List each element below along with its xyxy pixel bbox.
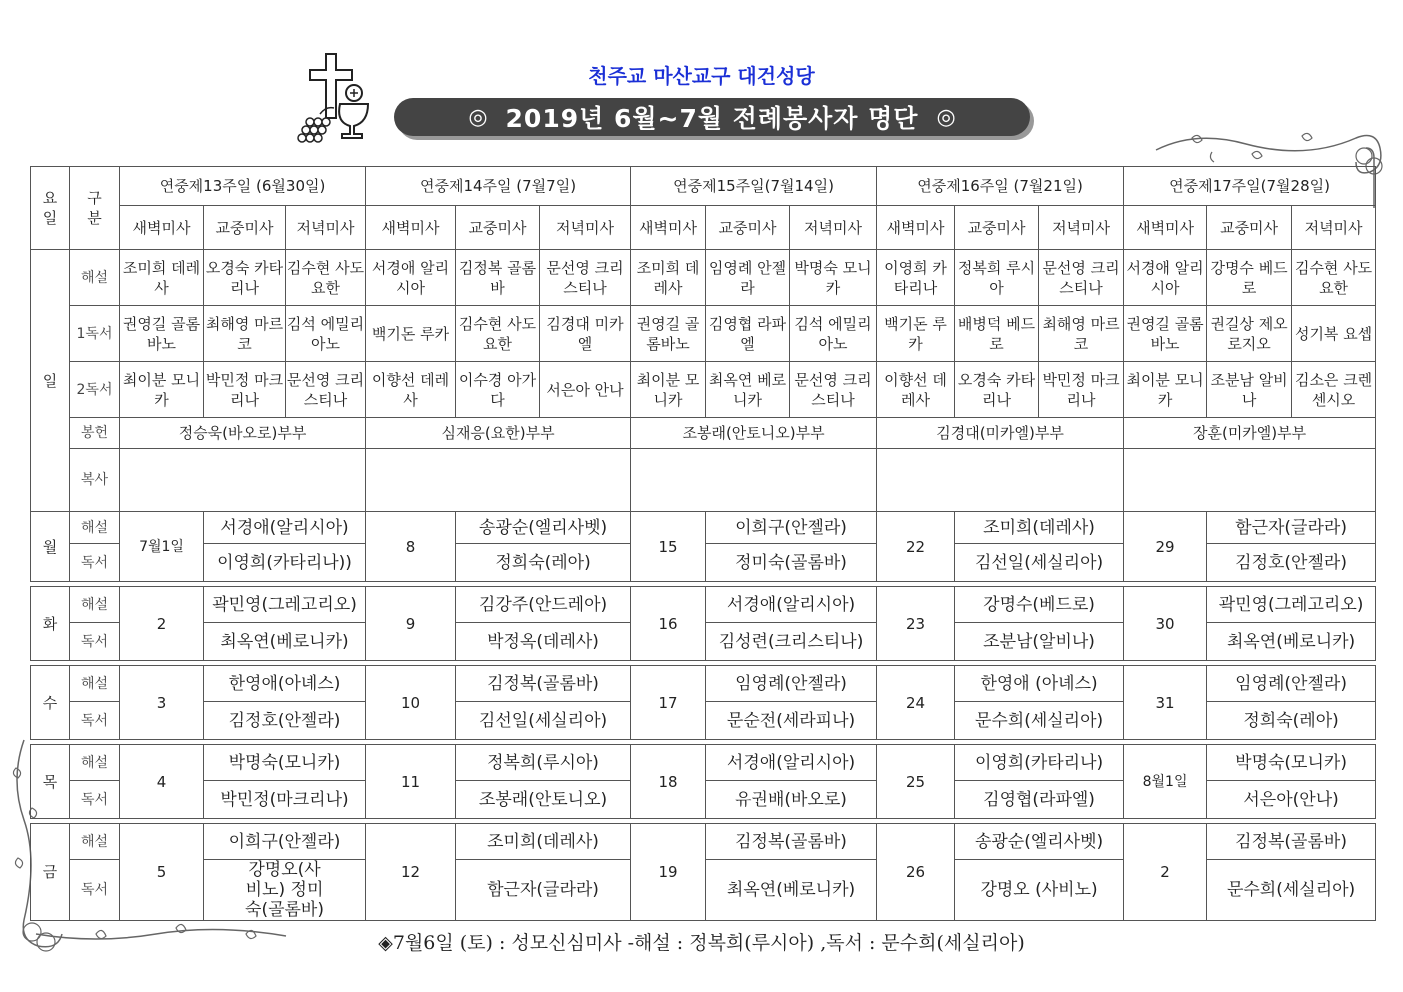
date-cell: 10	[366, 666, 456, 740]
role-label: 2독서	[70, 362, 120, 418]
sunday-cell: 김수현 사도요한	[1292, 250, 1376, 306]
date-cell: 15	[631, 512, 706, 582]
date-cell: 19	[631, 824, 706, 921]
sunday-cell: 이수경 아가다	[456, 362, 540, 418]
day-label: 금	[31, 824, 70, 921]
sunday-cell: 박민정 마크리나	[204, 362, 286, 418]
narration-cell: 이영희(카타리나)	[955, 745, 1124, 781]
week-header: 연중제16주일 (7월21일)	[877, 167, 1124, 206]
role-label: 봉헌	[70, 418, 120, 449]
sunday-cell: 조분남 알비나	[1207, 362, 1292, 418]
reading-cell: 김영협(라파엘)	[955, 781, 1124, 819]
sunday-cell: 김수현 사도요한	[456, 306, 540, 362]
date-cell: 16	[631, 587, 706, 661]
altar-server-cell	[631, 449, 877, 512]
week-header: 연중제14주일 (7월7일)	[366, 167, 631, 206]
sunday-cell: 최이분 모니카	[120, 362, 204, 418]
narration-cell: 한영애(아녜스)	[204, 666, 366, 702]
narration-cell: 서경애(알리시아)	[204, 512, 366, 544]
week-header: 연중제17주일(7월28일)	[1124, 167, 1376, 206]
mass-header: 새벽미사	[366, 206, 456, 250]
reading-cell: 김선일(세실리아)	[456, 702, 631, 740]
mass-header: 저녁미사	[1039, 206, 1124, 250]
day-label: 월	[31, 512, 70, 582]
narration-cell: 송광순(엘리사벳)	[456, 512, 631, 544]
role-label: 독서	[70, 623, 120, 661]
date-cell: 24	[877, 666, 955, 740]
date-cell: 11	[366, 745, 456, 819]
role-label: 독서	[70, 860, 120, 921]
narration-cell: 김정복(골롬바)	[1207, 824, 1376, 860]
narration-cell: 정복희(루시아)	[456, 745, 631, 781]
date-cell: 2	[1124, 824, 1207, 921]
sunday-cell: 강명수 베드로	[1207, 250, 1292, 306]
day-label-sunday: 일	[31, 250, 70, 512]
sunday-cell: 서경애 알리시아	[1124, 250, 1207, 306]
reading-cell: 박정옥(데레사)	[456, 623, 631, 661]
role-label: 독서	[70, 544, 120, 582]
title-banner	[394, 98, 1030, 136]
sunday-cell: 김석 에밀리아노	[790, 306, 877, 362]
sunday-cell: 이향선 데레사	[877, 362, 955, 418]
sunday-cell: 최이분 모니카	[1124, 362, 1207, 418]
role-label: 해설	[70, 250, 120, 306]
narration-cell: 곽민영(그레고리오)	[204, 587, 366, 623]
offering-cell: 정승욱(바오로)부부	[120, 418, 366, 449]
reading-cell: 정미숙(골롬바)	[706, 544, 877, 582]
reading-cell: 정희숙(레아)	[456, 544, 631, 582]
offering-cell: 장훈(미카엘)부부	[1124, 418, 1376, 449]
footnote: ◈7월6일 (토) : 성모신심미사 -해설 : 정복희(루시아) ,독서 : 문수희(세실리아)	[378, 932, 1025, 954]
mass-header: 저녁미사	[1292, 206, 1376, 250]
sunday-cell: 김석 에밀리아노	[286, 306, 366, 362]
day-label: 화	[31, 587, 70, 661]
sunday-cell: 박명숙 모니카	[790, 250, 877, 306]
sunday-cell: 정복희 루시아	[955, 250, 1039, 306]
sunday-cell: 조미희 데레사	[120, 250, 204, 306]
date-cell: 12	[366, 824, 456, 921]
narration-cell: 곽민영(그레고리오)	[1207, 587, 1376, 623]
sunday-cell: 이영희 카타리나	[877, 250, 955, 306]
reading-cell: 정희숙(레아)	[1207, 702, 1376, 740]
date-cell: 17	[631, 666, 706, 740]
reading-cell: 조분남(알비나)	[955, 623, 1124, 661]
sunday-cell: 김정복 골롬바	[456, 250, 540, 306]
reading-cell: 문수희(세실리아)	[955, 702, 1124, 740]
offering-cell: 조봉래(안토니오)부부	[631, 418, 877, 449]
sunday-cell: 배병덕 베드로	[955, 306, 1039, 362]
sunday-cell: 이향선 데레사	[366, 362, 456, 418]
mass-header: 새벽미사	[1124, 206, 1207, 250]
date-cell: 3	[120, 666, 204, 740]
reading-cell: 최옥연(베로니카)	[204, 623, 366, 661]
mass-header: 교중미사	[955, 206, 1039, 250]
sunday-cell: 문선영 크리스티나	[790, 362, 877, 418]
role-label: 독서	[70, 781, 120, 819]
sunday-cell: 김영협 라파엘	[706, 306, 790, 362]
narration-cell: 서경애(알리시아)	[706, 587, 877, 623]
sunday-cell: 서경애 알리시아	[366, 250, 456, 306]
sunday-cell: 권영길 골롬바노	[631, 306, 706, 362]
offering-cell: 김경대(미카엘)부부	[877, 418, 1124, 449]
sunday-cell: 오경숙 카타리나	[204, 250, 286, 306]
week-header: 연중제15주일(7월14일)	[631, 167, 877, 206]
role-label: 해설	[70, 587, 120, 623]
mass-header: 저녁미사	[790, 206, 877, 250]
reading-cell: 서은아(안나)	[1207, 781, 1376, 819]
role-label: 해설	[70, 745, 120, 781]
date-cell: 31	[1124, 666, 1207, 740]
reading-cell: 문수희(세실리아)	[1207, 860, 1376, 921]
day-col-header: 요일	[31, 167, 70, 250]
narration-cell: 김정복(골롬바)	[456, 666, 631, 702]
mass-header: 새벽미사	[120, 206, 204, 250]
parish-name: 천주교 마산교구 대건성당	[588, 64, 815, 88]
sunday-cell: 김수현 사도요한	[286, 250, 366, 306]
sunday-cell: 성기복 요셉	[1292, 306, 1376, 362]
narration-cell: 함근자(글라라)	[1207, 512, 1376, 544]
reading-cell: 이영희(카타리나))	[204, 544, 366, 582]
altar-server-cell	[1124, 449, 1376, 512]
sunday-cell: 조미희 데레사	[631, 250, 706, 306]
reading-cell: 조봉래(안토니오)	[456, 781, 631, 819]
sunday-cell: 문선영 크리스티나	[286, 362, 366, 418]
sunday-cell: 권영길 골롬바노	[1124, 306, 1207, 362]
mass-header: 교중미사	[1207, 206, 1292, 250]
role-label: 해설	[70, 666, 120, 702]
role-label: 1독서	[70, 306, 120, 362]
sunday-cell: 김경대 미카엘	[540, 306, 631, 362]
sunday-cell: 백기돈 루카	[366, 306, 456, 362]
date-cell: 5	[120, 824, 204, 921]
mass-header: 교중미사	[456, 206, 540, 250]
date-cell: 29	[1124, 512, 1207, 582]
date-cell: 30	[1124, 587, 1207, 661]
altar-server-cell	[877, 449, 1124, 512]
narration-cell: 송광순(엘리사벳)	[955, 824, 1124, 860]
altar-server-cell	[366, 449, 631, 512]
reading-cell: 강명오(사비노) 정미숙(골롬바)	[204, 860, 366, 921]
type-col-header: 구분	[70, 167, 120, 250]
week-header: 연중제13주일 (6월30일)	[120, 167, 366, 206]
date-cell: 26	[877, 824, 955, 921]
role-label: 복사	[70, 449, 120, 512]
reading-cell: 문순전(세라피나)	[706, 702, 877, 740]
mass-header: 저녁미사	[286, 206, 366, 250]
sun-ornament-icon: ◎	[468, 104, 488, 130]
sunday-cell: 최해영 마르코	[204, 306, 286, 362]
reading-cell: 김정호(안젤라)	[204, 702, 366, 740]
narration-cell: 강명수(베드로)	[955, 587, 1124, 623]
reading-cell: 최옥연(베로니카)	[1207, 623, 1376, 661]
day-label: 수	[31, 666, 70, 740]
date-cell: 9	[366, 587, 456, 661]
mass-header: 저녁미사	[540, 206, 631, 250]
sunday-cell: 박민정 마크리나	[1039, 362, 1124, 418]
narration-cell: 박명숙(모니카)	[1207, 745, 1376, 781]
narration-cell: 조미희(데레사)	[456, 824, 631, 860]
mass-header: 새벽미사	[877, 206, 955, 250]
narration-cell: 김정복(골롬바)	[706, 824, 877, 860]
reading-cell: 박민정(마크리나)	[204, 781, 366, 819]
sunday-cell: 김소은 크렌센시오	[1292, 362, 1376, 418]
narration-cell: 임영례(안젤라)	[706, 666, 877, 702]
sunday-cell: 권영길 골롬바노	[120, 306, 204, 362]
sunday-cell: 오경숙 카타리나	[955, 362, 1039, 418]
day-label: 목	[31, 745, 70, 819]
roster-table	[30, 166, 1376, 921]
altar-server-cell	[120, 449, 366, 512]
reading-cell: 김성련(크리스티나)	[706, 623, 877, 661]
narration-cell: 서경애(알리시아)	[706, 745, 877, 781]
date-cell: 8월1일	[1124, 745, 1207, 819]
reading-cell: 김정호(안젤라)	[1207, 544, 1376, 582]
sunday-cell: 문선영 크리스티나	[540, 250, 631, 306]
reading-cell: 김선일(세실리아)	[955, 544, 1124, 582]
narration-cell: 임영례(안젤라)	[1207, 666, 1376, 702]
sunday-cell: 백기돈 루카	[877, 306, 955, 362]
mass-header: 새벽미사	[631, 206, 706, 250]
sun-ornament-icon: ◎	[936, 104, 956, 130]
reading-cell: 최옥연(베로니카)	[706, 860, 877, 921]
sunday-cell: 최해영 마르코	[1039, 306, 1124, 362]
narration-cell: 이희구(안젤라)	[204, 824, 366, 860]
date-cell: 7월1일	[120, 512, 204, 582]
date-cell: 22	[877, 512, 955, 582]
narration-cell: 이희구(안젤라)	[706, 512, 877, 544]
date-cell: 18	[631, 745, 706, 819]
date-cell: 2	[120, 587, 204, 661]
sunday-cell: 최이분 모니카	[631, 362, 706, 418]
offering-cell: 심재응(요한)부부	[366, 418, 631, 449]
role-label: 독서	[70, 702, 120, 740]
narration-cell: 김강주(안드레아)	[456, 587, 631, 623]
role-label: 해설	[70, 512, 120, 544]
sunday-cell: 서은아 안나	[540, 362, 631, 418]
narration-cell: 한영애 (아녜스)	[955, 666, 1124, 702]
sunday-cell: 권길상 제오로지오	[1207, 306, 1292, 362]
narration-cell: 박명숙(모니카)	[204, 745, 366, 781]
reading-cell: 강명오 (사비노)	[955, 860, 1124, 921]
date-cell: 25	[877, 745, 955, 819]
mass-header: 교중미사	[706, 206, 790, 250]
date-cell: 23	[877, 587, 955, 661]
sunday-cell: 최옥연 베로니카	[706, 362, 790, 418]
date-cell: 8	[366, 512, 456, 582]
reading-cell: 함근자(글라라)	[456, 860, 631, 921]
role-label: 해설	[70, 824, 120, 860]
sunday-cell: 문선영 크리스티나	[1039, 250, 1124, 306]
narration-cell: 조미희(데레사)	[955, 512, 1124, 544]
date-cell: 4	[120, 745, 204, 819]
page-title: 2019년 6월~7월 전례봉사자 명단	[505, 104, 919, 133]
sunday-cell: 임영례 안젤라	[706, 250, 790, 306]
reading-cell: 유권배(바오로)	[706, 781, 877, 819]
mass-header: 교중미사	[204, 206, 286, 250]
